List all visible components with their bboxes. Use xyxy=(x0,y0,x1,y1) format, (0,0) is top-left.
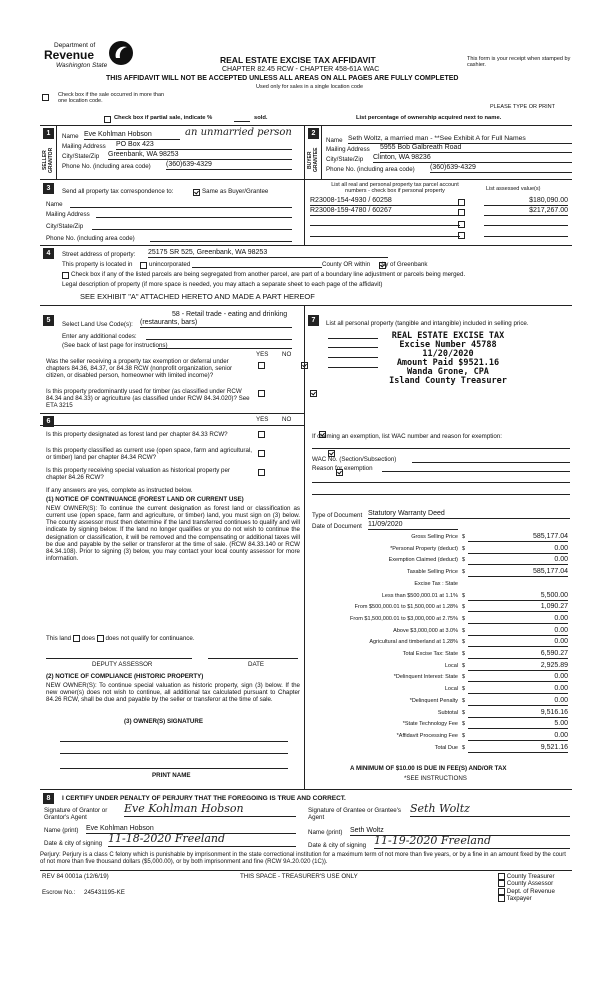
tax-row xyxy=(308,604,570,613)
notice2-title: (2) NOTICE OF COMPLIANCE (HISTORIC PROPERTY) xyxy=(46,673,204,680)
tax-row xyxy=(308,745,570,754)
doc-date[interactable]: 11/09/2020 xyxy=(368,521,458,530)
seller-phone[interactable]: (360)639-4329 xyxy=(166,161,292,170)
tax-row xyxy=(308,593,570,602)
s3-city-field[interactable] xyxy=(92,229,292,230)
tax-row-label: Exemption Claimed (deduct) xyxy=(388,557,458,564)
s6-q3: Is this property receiving special valuation as historical property per chapter 84.26 RCW? xyxy=(46,467,230,482)
tax-row-amount[interactable]: 0.00 xyxy=(468,673,568,682)
deputy-line[interactable] xyxy=(46,658,192,659)
dor-logo-icon xyxy=(108,40,134,66)
county-field[interactable] xyxy=(192,267,322,268)
s5-q1-yes[interactable] xyxy=(258,362,265,369)
located-label: This property is located in xyxy=(62,261,133,268)
owner-signature-label: (3) OWNER(S) SIGNATURE xyxy=(124,718,203,725)
tax-row-label: *Affidavit Processing Fee xyxy=(396,732,458,739)
tax-row-amount[interactable]: 2,925.89 xyxy=(468,662,568,671)
seller-name[interactable]: Eve Kohlman Hobson xyxy=(84,131,180,140)
grantee-date[interactable]: 11-19-2020 Freeland xyxy=(374,835,570,849)
section-7-number: 7 xyxy=(308,315,319,326)
form-warning: THIS AFFIDAVIT WILL NOT BE ACCEPTED UNLESS ALL AREAS ON ALL PAGES ARE FULLY COMPLETED xyxy=(106,75,459,82)
tax-row-label: Excise Tax : State xyxy=(414,580,458,587)
seller-mailing[interactable]: PO Box 423 xyxy=(116,141,292,150)
s5-no-header: NO xyxy=(282,351,292,358)
exemption-label: If claiming an exemption, list WAC number and reason for exemption: xyxy=(312,433,502,440)
reason-label: Reason for exemption xyxy=(312,465,373,472)
s3-phone-field[interactable] xyxy=(150,241,292,242)
tax-row-amount[interactable]: 6,590.27 xyxy=(468,650,568,659)
tax-row xyxy=(308,686,570,695)
parcel-value-2[interactable]: $217,267.00 xyxy=(484,207,568,216)
personal-property-label: List all personal property (tangible and intangible) included in selling price. xyxy=(326,320,529,327)
parcel-row-1 xyxy=(310,197,572,206)
seller-mailing-label: Mailing Address xyxy=(62,143,106,150)
seller-city-label: City/State/Zip xyxy=(62,153,100,160)
tax-row-label: *Delinquent Penalty xyxy=(409,697,458,704)
copy-dept-revenue-checkbox[interactable] xyxy=(498,888,505,895)
dollar-sign: $ xyxy=(462,639,466,646)
tax-row-amount[interactable]: 0.00 xyxy=(468,697,568,706)
owner-signature-line-1[interactable] xyxy=(60,741,288,742)
stamp-text-6: Island County Treasurer xyxy=(389,376,507,386)
stamp-text-2: Excise Number 45788 xyxy=(399,340,497,350)
print-name-label: PRINT NAME xyxy=(152,772,191,779)
tax-row-amount[interactable]: 0.00 xyxy=(468,615,568,624)
dollar-sign: $ xyxy=(462,592,466,599)
county-label: County OR within xyxy=(322,261,371,268)
additional-codes-label: Enter any additional codes: xyxy=(62,333,137,340)
dollar-sign: $ xyxy=(462,557,466,564)
s3-name-label: Name xyxy=(46,201,63,208)
same-as-buyer-checkbox[interactable] xyxy=(193,189,200,196)
street-label: Street address of property: xyxy=(62,251,136,258)
tax-row xyxy=(308,639,570,648)
treasurer-stamp xyxy=(328,330,564,390)
exemption-line[interactable] xyxy=(312,448,570,449)
print-name-line[interactable] xyxy=(60,768,288,769)
doc-type-label: Type of Document xyxy=(312,512,363,519)
dollar-sign: $ xyxy=(462,721,466,728)
qualify-prefix: This land xyxy=(46,635,72,643)
owner-signature-line-2[interactable] xyxy=(60,753,288,754)
partial-sale-checkbox[interactable] xyxy=(104,116,111,123)
tax-row-label: Total Due xyxy=(434,744,458,751)
parcel-number-1[interactable]: R23008-154-4930 / 60258 xyxy=(310,197,460,206)
copy-county-assessor xyxy=(498,880,578,887)
logo-line1: Department of xyxy=(54,42,96,49)
correspondence-label: Send all property tax correspondence to: xyxy=(62,188,174,195)
tax-row xyxy=(308,581,570,590)
reason-field[interactable] xyxy=(382,471,570,472)
unincorporated-label: unincorporated xyxy=(149,261,191,268)
parcel-personal-checkbox-4[interactable] xyxy=(458,232,465,239)
s6-q2: Is this property classified as current use (open space, farm and agricultural, or timber) land per chapter 84.34 RCW? xyxy=(46,447,253,462)
logo-line2: Revenue xyxy=(44,48,95,62)
see-back-field[interactable] xyxy=(158,348,292,349)
grantor-sig-label: Signature of Grantor or Grantor's Agent xyxy=(44,807,108,822)
see-instructions: *SEE INSTRUCTIONS xyxy=(404,775,467,782)
dollar-sign: $ xyxy=(462,686,466,693)
dollar-sign: $ xyxy=(462,615,466,622)
tax-row-label: Local xyxy=(444,662,458,669)
form-subtitle: CHAPTER 82.45 RCW - CHAPTER 458-61A WAC xyxy=(222,66,380,73)
tax-row-amount[interactable]: 9,516.16 xyxy=(468,709,568,718)
parcel-value-empty-3[interactable] xyxy=(484,225,568,226)
s6-q1-yes[interactable] xyxy=(258,431,265,438)
seller-name-label: Name xyxy=(62,133,79,140)
form-number: REV 84 0001a (12/6/19) xyxy=(42,873,109,880)
grantor-print-label: Name (print) xyxy=(44,827,79,834)
tax-row-amount[interactable]: 5,500.00 xyxy=(468,592,568,601)
street-address[interactable]: 25175 SR 525, Greenbank, WA 98253 xyxy=(148,249,388,258)
copy-dept-revenue-label: Dept. of Revenue xyxy=(506,887,555,895)
copy-taxpayer-label: Taxpayer xyxy=(506,894,532,902)
notice1-text: NEW OWNER(S): To continue the current designation as forest land or classification as current use (open space, farm and agriculture, or timber) land, you must sign on (3) below. The county assessor must then determine if the land transferred continues to qualify and will indicate by signing below. If the land no longer qualifies or you do not wish to continue the designation or classification, it will be removed and the compensating or additional taxes will be due and payable by the seller or transferor at the time of sale. (RCW 84.33.140 or RCW 84.34.108). Prior to signing (3) below, you may contact your local county assessor for more information. xyxy=(46,505,300,562)
minimum-fee-note: A MINIMUM OF $10.00 IS DUE IN FEE(S) AND/OR TAX xyxy=(350,765,507,772)
qualify-does-checkbox[interactable] xyxy=(73,635,80,642)
dollar-sign: $ xyxy=(462,674,466,681)
qualify-does: does xyxy=(81,635,95,643)
tax-row-amount[interactable]: 0.00 xyxy=(468,685,568,694)
reason-field-3[interactable] xyxy=(312,494,570,495)
section-5-number: 5 xyxy=(43,315,54,326)
s5-q2-no[interactable] xyxy=(310,390,317,397)
grantor-print[interactable]: Eve Kohlman Hobson xyxy=(86,825,296,834)
s5-q1: Was the seller receiving a property tax exemption or deferral under chapters 84.36, 84.37, or 84.38 RCW (nonprofit organization, senior citizen, or disabled person, homeowner with limited income)? xyxy=(46,358,233,380)
tax-row xyxy=(308,651,570,660)
wac-field[interactable] xyxy=(412,462,570,463)
tax-row-amount[interactable]: 5.00 xyxy=(468,720,568,729)
tax-row-amount[interactable]: 0.00 xyxy=(468,545,568,554)
tax-row-label: Less than $500,000.01 at 1.1% xyxy=(381,592,458,599)
wac-label: WAC No. (Section/Subsection) xyxy=(312,456,397,463)
dor-logo xyxy=(44,40,134,74)
grantor-date[interactable]: 11-18-2020 Freeland xyxy=(108,833,296,847)
grantee-print[interactable]: Seth Woltz xyxy=(350,827,570,836)
notice1-title: (1) NOTICE OF CONTINUANCE (FOREST LAND OR CURRENT USE) xyxy=(46,496,244,503)
copy-distribution xyxy=(498,873,578,902)
section-1-number: 1 xyxy=(43,128,54,139)
buyer-side-label: BUYER GRANTEE xyxy=(307,147,319,173)
s3-mailing-field[interactable] xyxy=(96,217,292,218)
stamp-text-3: 11/20/2020 xyxy=(422,349,474,359)
section-8-number: 8 xyxy=(43,793,54,804)
tax-row-label: *Delinquent Interest: State xyxy=(393,674,458,681)
dollar-sign: $ xyxy=(462,627,466,634)
deputy-assessor-label: DEPUTY ASSESSOR xyxy=(92,661,153,668)
qualify-suffix: does not qualify for continuance. xyxy=(105,635,195,643)
parcels-header: List all real and personal property tax parcel account numbers - check box if personal property xyxy=(331,182,459,195)
grantee-print-label: Name (print) xyxy=(308,829,343,836)
seller-side-label: SELLER GRANTOR xyxy=(42,147,54,173)
grantee-signature[interactable]: Seth Woltz xyxy=(410,803,570,817)
s5-yes-header: YES xyxy=(256,351,269,358)
s6-yes-header: YES xyxy=(256,416,269,423)
s6-q1: Is this property designated as forest land per chapter 84.33 RCW? xyxy=(46,431,228,438)
assessed-header: List assessed value(s) xyxy=(486,186,541,192)
parcel-row-2 xyxy=(310,207,572,216)
same-as-buyer-label: Same as Buyer/Grantee xyxy=(202,188,269,195)
dollar-sign: $ xyxy=(462,662,466,669)
doc-date-label: Date of Document xyxy=(312,523,362,530)
tax-row xyxy=(308,698,570,707)
stamp-text-1: REAL ESTATE EXCISE TAX xyxy=(391,331,505,341)
buyer-mailing[interactable]: 5955 Bob Galbreath Road xyxy=(380,144,572,153)
tax-row-amount[interactable]: 585,177.04 xyxy=(468,568,568,577)
additional-codes-field[interactable] xyxy=(146,339,292,340)
copy-county-assessor-checkbox[interactable] xyxy=(498,880,505,887)
s5-q2-yes[interactable] xyxy=(258,390,265,397)
dollar-sign: $ xyxy=(462,569,466,576)
grantee-sig-label: Signature of Grantee or Grantee's Agent xyxy=(308,807,402,822)
tax-row-label: Subtotal xyxy=(437,709,458,716)
see-back-label: (See back of last page for instructions) xyxy=(62,342,168,349)
single-use-note: Used only for sales in a single location code xyxy=(256,84,364,90)
s6-no-header: NO xyxy=(282,416,292,423)
s3-mailing-label: Mailing Address xyxy=(46,211,90,218)
dollar-sign: $ xyxy=(462,651,466,657)
land-use-value2[interactable]: (restaurants, bars) xyxy=(140,319,292,328)
please-type: PLEASE TYPE OR PRINT xyxy=(490,104,556,110)
parcel-personal-checkbox-1[interactable] xyxy=(458,199,465,206)
dollar-sign: $ xyxy=(462,709,466,716)
qualify-line xyxy=(46,635,195,642)
tax-row xyxy=(308,733,570,742)
partial-sale-field[interactable] xyxy=(234,121,250,122)
parcel-personal-checkbox-3[interactable] xyxy=(458,221,465,228)
tax-row-amount[interactable]: 0.00 xyxy=(468,627,568,636)
dollar-sign: $ xyxy=(462,604,466,611)
legal-description: SEE EXHIBIT "A" ATTACHED HERETO AND MADE A PART HEREOF xyxy=(80,292,315,301)
tax-row-amount[interactable]: 1,090.27 xyxy=(468,603,568,612)
tax-row xyxy=(308,569,570,578)
section-3-number: 3 xyxy=(43,183,54,194)
parcel-personal-checkbox-2[interactable] xyxy=(458,209,465,216)
copy-taxpayer-checkbox[interactable] xyxy=(498,895,505,902)
legal-label: Legal description of property (if more space is needed, you may attach a separate sheet to each page of the affidavit) xyxy=(62,281,383,288)
grantor-date-label: Date & city of signing xyxy=(44,840,103,847)
s6-q3-yes[interactable] xyxy=(258,469,265,476)
copy-county-treasurer-checkbox[interactable] xyxy=(498,873,505,880)
tax-row-label: Agricultural and timberland at 1.28% xyxy=(369,639,458,646)
s3-phone-label: Phone No. (including area code) xyxy=(46,235,135,242)
s5-q2: Is this property predominantly used for timber (as classified under RCW 84.34 and 84.33) or agriculture (as classified under RCW 84.34.020)? See ETA 3215 xyxy=(46,388,250,410)
section-4-number: 4 xyxy=(43,248,54,259)
segregated-checkbox[interactable] xyxy=(62,272,69,279)
dollar-sign: $ xyxy=(462,697,466,704)
tax-row-label: *State Technology Fee xyxy=(402,721,458,728)
seller-marital-status: an unmarried person xyxy=(185,127,292,138)
parcel-empty-3[interactable] xyxy=(310,225,460,226)
section-6-number: 6 xyxy=(43,416,54,427)
seller-phone-label: Phone No. (including area code) xyxy=(62,163,151,170)
parcel-value-empty-4[interactable] xyxy=(484,236,568,237)
form-title: REAL ESTATE EXCISE TAX AFFIDAVIT xyxy=(220,55,376,65)
tax-row xyxy=(308,557,570,566)
buyer-mailing-label: Mailing Address xyxy=(326,146,370,153)
grantee-date-label: Date & city of signing xyxy=(308,842,367,849)
tax-row-label: From $500,000.01 to $1,500,000 at 1.28% xyxy=(354,604,458,611)
tax-row-amount[interactable]: 9,521.16 xyxy=(468,744,568,753)
receipt-note: This form is your receipt when stamped by cashier. xyxy=(467,56,571,69)
tax-row-amount[interactable]: 0.00 xyxy=(468,638,568,647)
s6-q2-yes[interactable] xyxy=(258,450,265,457)
buyer-phone-label: Phone No. (including area code) xyxy=(326,166,415,173)
partial-sale-label: Check box if partial sale, indicate % xyxy=(114,115,213,121)
buyer-name-label: Name xyxy=(326,137,343,144)
tax-row xyxy=(308,663,570,672)
seller-city[interactable]: Greenbank, WA 98253 xyxy=(108,151,292,160)
copy-county-treasurer-label: County Treasurer xyxy=(506,873,555,881)
parcel-value-1[interactable]: $180,090.00 xyxy=(484,197,568,206)
tax-row xyxy=(308,721,570,730)
dollar-sign: $ xyxy=(462,534,466,540)
parcel-empty-4[interactable] xyxy=(310,236,460,237)
stamp-text-5: Wanda Grone, CPA xyxy=(407,367,489,377)
tax-row xyxy=(308,534,570,543)
buyer-city-label: City/State/Zip xyxy=(326,156,364,163)
stamp-text-4: Amount Paid $9521.16 xyxy=(396,358,500,368)
buyer-phone[interactable]: (360)639-4329 xyxy=(430,164,572,173)
qualify-does-not-checkbox[interactable] xyxy=(97,635,104,642)
dollar-sign: $ xyxy=(462,732,466,739)
treasurer-space-label: THIS SPACE - TREASURER'S USE ONLY xyxy=(240,873,358,880)
multi-location-checkbox[interactable] xyxy=(42,94,49,101)
notice2-text: NEW OWNER(S): To continue special valuation as historic property, sign (3) below. If the new owner(s) does not wish to continue, all additional tax calculated pursuant to Chapter 84.26 RCW, shall be due and payable by the seller or transferor at the time of sale. xyxy=(46,682,300,704)
sold-label: sold. xyxy=(254,115,268,121)
tax-row-label: Gross Selling Price xyxy=(411,534,458,540)
buyer-city[interactable]: Clinton, WA 98236 xyxy=(373,154,572,163)
tax-row-label: Total Excise Tax: State xyxy=(402,651,458,657)
tax-row-label: Above $3,000,000 at 3.0% xyxy=(393,627,458,634)
tax-row-amount[interactable]: 0.00 xyxy=(468,556,568,565)
tax-row xyxy=(308,616,570,625)
s3-city-label: City/State/Zip xyxy=(46,223,84,230)
tax-row xyxy=(308,674,570,683)
tax-row-label: Local xyxy=(444,686,458,693)
deputy-date-line[interactable] xyxy=(208,658,298,659)
grantor-signature[interactable]: Eve Kohlman Hobson xyxy=(124,803,296,817)
doc-type[interactable]: Statutory Warranty Deed xyxy=(368,510,570,519)
tax-row-label: *Personal Property (deduct) xyxy=(390,545,458,552)
land-use-label: Select Land Use Code(s): xyxy=(62,321,133,328)
tax-row-amount[interactable]: 0.00 xyxy=(468,732,568,741)
tax-row xyxy=(308,546,570,555)
tax-row xyxy=(308,628,570,637)
logo-line3: Washington State xyxy=(56,62,108,69)
section-2-number: 2 xyxy=(308,128,319,139)
copy-dept-revenue xyxy=(498,888,578,895)
copy-county-assessor-label: County Assessor xyxy=(506,880,554,888)
parcel-number-2[interactable]: R23008-159-4780 / 60267 xyxy=(310,207,460,216)
land-use-value1: 58 - Retail trade - eating and drinking xyxy=(172,311,288,318)
copy-county-treasurer xyxy=(498,873,578,880)
escrow-label: Escrow No.: xyxy=(42,889,76,896)
segregated-label: Check box if any of the listed parcels are being segregated from another parcel, are part of a boundary line adjustment or parcels being merged. xyxy=(71,271,466,278)
dollar-sign: $ xyxy=(462,545,466,552)
tax-row-label: Taxable Selling Price xyxy=(406,569,458,576)
dollar-sign: $ xyxy=(462,744,466,751)
certify-statement: I CERTIFY UNDER PENALTY OF PERJURY THAT THE FOREGOING IS TRUE AND CORRECT. xyxy=(62,795,346,802)
tax-row-amount[interactable]: 585,177.04 xyxy=(468,533,568,542)
reason-field-2[interactable] xyxy=(312,482,570,483)
deputy-date-label: DATE xyxy=(248,661,265,668)
unincorporated-checkbox[interactable] xyxy=(140,262,147,269)
escrow-number: 245431195-KE xyxy=(84,889,125,896)
s6-if-yes: If any answers are yes, complete as instructed below. xyxy=(46,487,193,494)
s3-name-field[interactable] xyxy=(70,207,292,208)
perjury-statement: Perjury: Perjury is a class C felony which is punishable by imprisonment in the state correctional institution for a maximum term of not more than five years, or by a fine in an amount fixed by the court of not more than five thousand dollars ($5,000.00), or by both imprisonment and fine (RCW 9A.20.020 (1C)). xyxy=(40,852,566,865)
city-of-label: city of Greenbank xyxy=(379,261,428,268)
tax-row-label: From $1,500,000.01 to $3,000,000 at 2.75% xyxy=(350,615,458,622)
buyer-name[interactable]: Seth Woltz, a married man - **See Exhibit A for Full Names xyxy=(348,135,572,144)
tax-row xyxy=(308,710,570,719)
copy-taxpayer xyxy=(498,895,578,902)
multi-location-label: Check box if the sale occurred in more than one location code. xyxy=(58,92,165,105)
percentage-label: List percentage of ownership acquired next to name. xyxy=(356,115,502,121)
